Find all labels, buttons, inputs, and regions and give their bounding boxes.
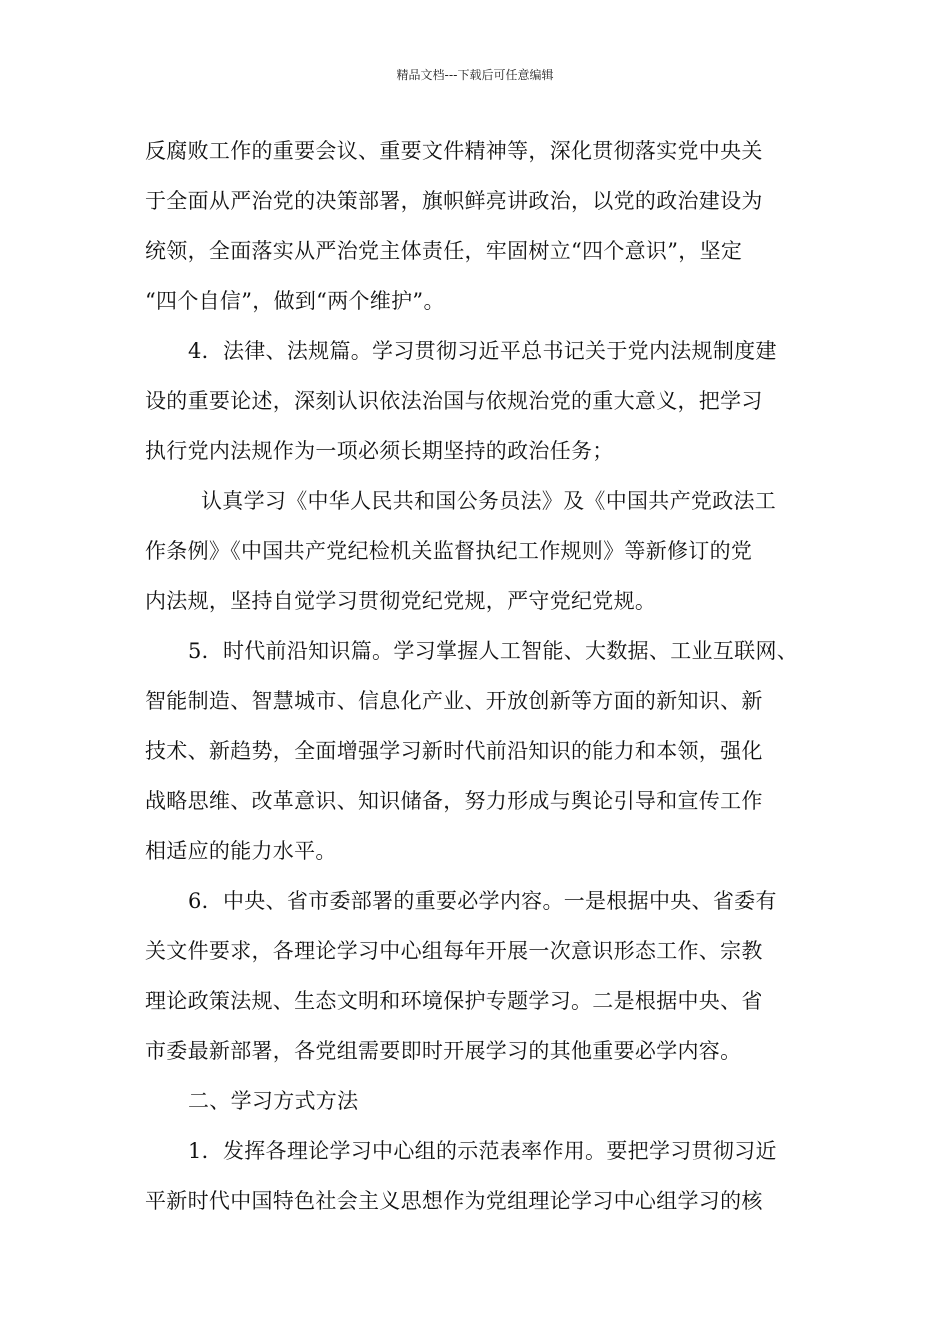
- paragraph-start: 认真学习《中华人民共和国公务员法》及《中国共产党政法工: [201, 489, 777, 513]
- body-line: “四个自信”，做到“两个维护”。: [145, 289, 445, 313]
- body-line: 反腐败工作的重要会议、重要文件精神等，深化贯彻落实党中央关: [145, 139, 763, 163]
- body-line: 关文件要求，各理论学习中心组每年开展一次意识形态工作、宗教: [145, 939, 763, 963]
- body-line: 平新时代中国特色社会主义思想作为党组理论学习中心组学习的核: [145, 1189, 763, 1213]
- section-heading-frontier: 5．时代前沿知识篇。学习掌握人工智能、大数据、工业互联网、: [188, 639, 799, 663]
- page-header: 精品文档---下载后可任意编辑: [396, 68, 554, 82]
- section-heading-role: 1．发挥各理论学习中心组的示范表率作用。要把学习贯彻习近: [188, 1139, 777, 1163]
- body-line: 理论政策法规、生态文明和环境保护专题学习。二是根据中央、省: [145, 989, 763, 1013]
- body-line: 技术、新趋势，全面增强学习新时代前沿知识的能力和本领，强化: [145, 739, 763, 763]
- body-line: 内法规，坚持自觉学习贯彻党纪党规，严守党纪党规。: [145, 589, 657, 613]
- body-line: 智能制造、智慧城市、信息化产业、开放创新等方面的新知识、新: [145, 689, 763, 713]
- body-line: 统领，全面落实从严治党主体责任，牢固树立“四个意识”，坚定: [145, 239, 743, 263]
- body-line: 设的重要论述，深刻认识依法治国与依规治党的重大意义，把学习: [145, 389, 763, 413]
- section-heading-methods: 二、学习方式方法: [188, 1089, 359, 1113]
- body-line: 相适应的能力水平。: [145, 839, 337, 863]
- section-heading-law: 4．法律、法规篇。学习贯彻习近平总书记关于党内法规制度建: [188, 339, 777, 363]
- body-line: 战略思维、改革意识、知识储备，努力形成与舆论引导和宣传工作: [145, 789, 763, 813]
- section-heading-central: 6．中央、省市委部署的重要必学内容。一是根据中央、省委有: [188, 889, 777, 913]
- body-line: 作条例》《中国共产党纪检机关监督执纪工作规则》等新修订的党: [145, 539, 753, 563]
- body-line: 执行党内法规作为一项必须长期坚持的政治任务；: [145, 439, 614, 463]
- body-line: 市委最新部署，各党组需要即时开展学习的其他重要必学内容。: [145, 1039, 742, 1063]
- body-line: 于全面从严治党的决策部署，旗帜鲜亮讲政治，以党的政治建设为: [145, 189, 763, 213]
